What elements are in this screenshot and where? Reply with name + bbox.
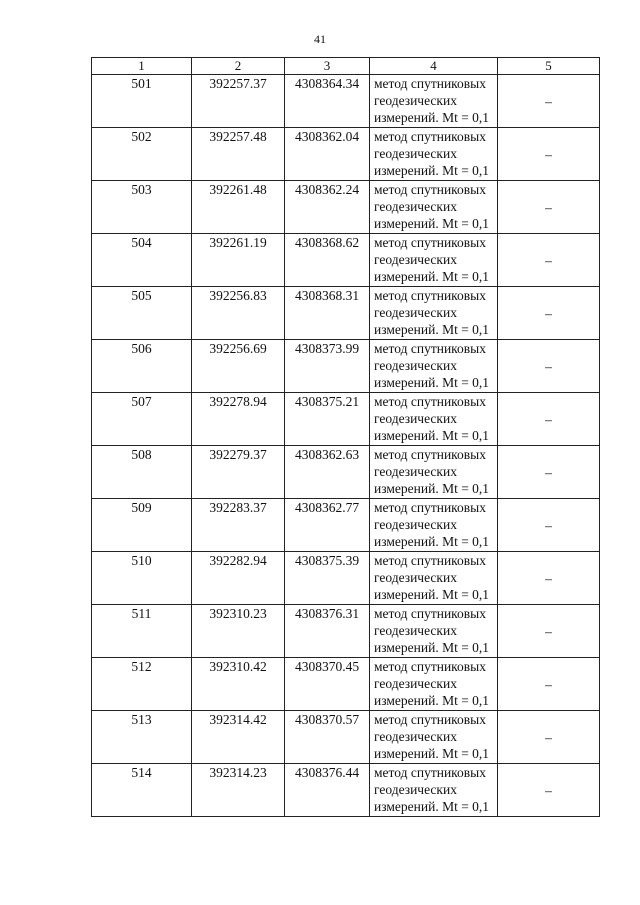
method-line-3: измерений. Mt = 0,1: [374, 163, 490, 178]
method-line-3: измерений. Mt = 0,1: [374, 481, 490, 496]
method-line-2: геодезических: [374, 623, 457, 638]
method-line-1: метод спутниковых: [374, 447, 486, 462]
method-line-3: измерений. Mt = 0,1: [374, 799, 490, 814]
method-line-3: измерений. Mt = 0,1: [374, 216, 490, 231]
point-number: 507: [92, 393, 192, 446]
table-row: [92, 499, 600, 552]
method-line-1: метод спутниковых: [374, 129, 486, 144]
table-row: [92, 75, 600, 128]
column-5-value: –: [498, 75, 600, 128]
table-row: [92, 764, 600, 817]
coord-y: 4308364.34: [285, 75, 370, 128]
column-5-value: –: [498, 234, 600, 287]
header-col-5: 5: [498, 58, 600, 75]
page-number: 41: [314, 32, 326, 46]
table-row: [92, 128, 600, 181]
method-line-3: измерений. Mt = 0,1: [374, 428, 490, 443]
method-description: [370, 393, 498, 446]
table-row: [92, 340, 600, 393]
method-line-2: геодезических: [374, 676, 457, 691]
method-line-3: измерений. Mt = 0,1: [374, 375, 490, 390]
coord-y: 4308376.31: [285, 605, 370, 658]
method-line-2: геодезических: [374, 411, 457, 426]
header-col-3: 3: [285, 58, 370, 75]
point-number: 506: [92, 340, 192, 393]
table-header-row: [92, 58, 600, 75]
table-row: [92, 287, 600, 340]
coord-x: 392257.37: [192, 75, 285, 128]
method-line-1: метод спутниковых: [374, 394, 486, 409]
coord-y: 4308368.31: [285, 287, 370, 340]
method-line-2: геодезических: [374, 93, 457, 108]
column-5-value: –: [498, 605, 600, 658]
method-line-3: измерений. Mt = 0,1: [374, 110, 490, 125]
point-number: 501: [92, 75, 192, 128]
method-line-2: геодезических: [374, 570, 457, 585]
method-line-2: геодезических: [374, 517, 457, 532]
table-row: [92, 234, 600, 287]
method-line-3: измерений. Mt = 0,1: [374, 322, 490, 337]
coord-y: 4308376.44: [285, 764, 370, 817]
column-5-value: –: [498, 446, 600, 499]
column-5-value: –: [498, 764, 600, 817]
coord-x: 392283.37: [192, 499, 285, 552]
coord-y: 4308362.63: [285, 446, 370, 499]
method-line-1: метод спутниковых: [374, 553, 486, 568]
column-5-value: –: [498, 340, 600, 393]
coord-x: 392261.19: [192, 234, 285, 287]
method-description: [370, 181, 498, 234]
column-5-value: –: [498, 711, 600, 764]
method-line-2: геодезических: [374, 729, 457, 744]
point-number: 503: [92, 181, 192, 234]
point-number: 512: [92, 658, 192, 711]
method-line-1: метод спутниковых: [374, 659, 486, 674]
column-5-value: –: [498, 552, 600, 605]
header-col-1: 1: [92, 58, 192, 75]
method-line-1: метод спутниковых: [374, 288, 486, 303]
coord-x: 392314.42: [192, 711, 285, 764]
coord-y: 4308373.99: [285, 340, 370, 393]
table-row: [92, 711, 600, 764]
point-number: 502: [92, 128, 192, 181]
point-number: 504: [92, 234, 192, 287]
method-line-1: метод спутниковых: [374, 341, 486, 356]
point-number: 509: [92, 499, 192, 552]
coord-x: 392314.23: [192, 764, 285, 817]
method-line-3: измерений. Mt = 0,1: [374, 746, 490, 761]
method-line-1: метод спутниковых: [374, 182, 486, 197]
method-description: [370, 499, 498, 552]
coord-y: 4308370.57: [285, 711, 370, 764]
method-line-3: измерений. Mt = 0,1: [374, 587, 490, 602]
coord-x: 392279.37: [192, 446, 285, 499]
coordinates-table: [91, 57, 600, 817]
coord-x: 392310.23: [192, 605, 285, 658]
coord-x: 392282.94: [192, 552, 285, 605]
method-line-2: геодезических: [374, 464, 457, 479]
coord-x: 392256.69: [192, 340, 285, 393]
coord-y: 4308368.62: [285, 234, 370, 287]
method-description: [370, 287, 498, 340]
method-description: [370, 446, 498, 499]
method-description: [370, 605, 498, 658]
method-description: [370, 711, 498, 764]
coord-y: 4308362.77: [285, 499, 370, 552]
method-line-2: геодезических: [374, 252, 457, 267]
header-col-4: 4: [370, 58, 498, 75]
method-description: [370, 75, 498, 128]
column-5-value: –: [498, 658, 600, 711]
method-line-3: измерений. Mt = 0,1: [374, 534, 490, 549]
method-description: [370, 658, 498, 711]
point-number: 511: [92, 605, 192, 658]
coord-x: 392278.94: [192, 393, 285, 446]
method-line-2: геодезических: [374, 305, 457, 320]
point-number: 508: [92, 446, 192, 499]
method-description: [370, 552, 498, 605]
column-5-value: –: [498, 287, 600, 340]
method-line-2: геодезических: [374, 199, 457, 214]
table-row: [92, 658, 600, 711]
method-line-1: метод спутниковых: [374, 76, 486, 91]
method-description: [370, 234, 498, 287]
coord-x: 392256.83: [192, 287, 285, 340]
table-row: [92, 446, 600, 499]
header-col-2: 2: [192, 58, 285, 75]
method-line-3: измерений. Mt = 0,1: [374, 640, 490, 655]
method-line-3: измерений. Mt = 0,1: [374, 693, 490, 708]
table-row: [92, 393, 600, 446]
point-number: 513: [92, 711, 192, 764]
method-line-3: измерений. Mt = 0,1: [374, 269, 490, 284]
method-description: [370, 764, 498, 817]
coord-y: 4308362.04: [285, 128, 370, 181]
point-number: 514: [92, 764, 192, 817]
method-line-2: геодезических: [374, 782, 457, 797]
coord-x: 392310.42: [192, 658, 285, 711]
method-line-1: метод спутниковых: [374, 500, 486, 515]
method-line-2: геодезических: [374, 146, 457, 161]
column-5-value: –: [498, 181, 600, 234]
coord-y: 4308375.39: [285, 552, 370, 605]
table-row: [92, 181, 600, 234]
coord-y: 4308370.45: [285, 658, 370, 711]
method-line-1: метод спутниковых: [374, 712, 486, 727]
column-5-value: –: [498, 499, 600, 552]
coord-x: 392261.48: [192, 181, 285, 234]
column-5-value: –: [498, 128, 600, 181]
coord-y: 4308375.21: [285, 393, 370, 446]
point-number: 510: [92, 552, 192, 605]
table-row: [92, 552, 600, 605]
method-line-1: метод спутниковых: [374, 765, 486, 780]
coord-x: 392257.48: [192, 128, 285, 181]
point-number: 505: [92, 287, 192, 340]
method-description: [370, 340, 498, 393]
coord-y: 4308362.24: [285, 181, 370, 234]
method-description: [370, 128, 498, 181]
column-5-value: –: [498, 393, 600, 446]
method-line-1: метод спутниковых: [374, 606, 486, 621]
method-line-2: геодезических: [374, 358, 457, 373]
table-row: [92, 605, 600, 658]
method-line-1: метод спутниковых: [374, 235, 486, 250]
